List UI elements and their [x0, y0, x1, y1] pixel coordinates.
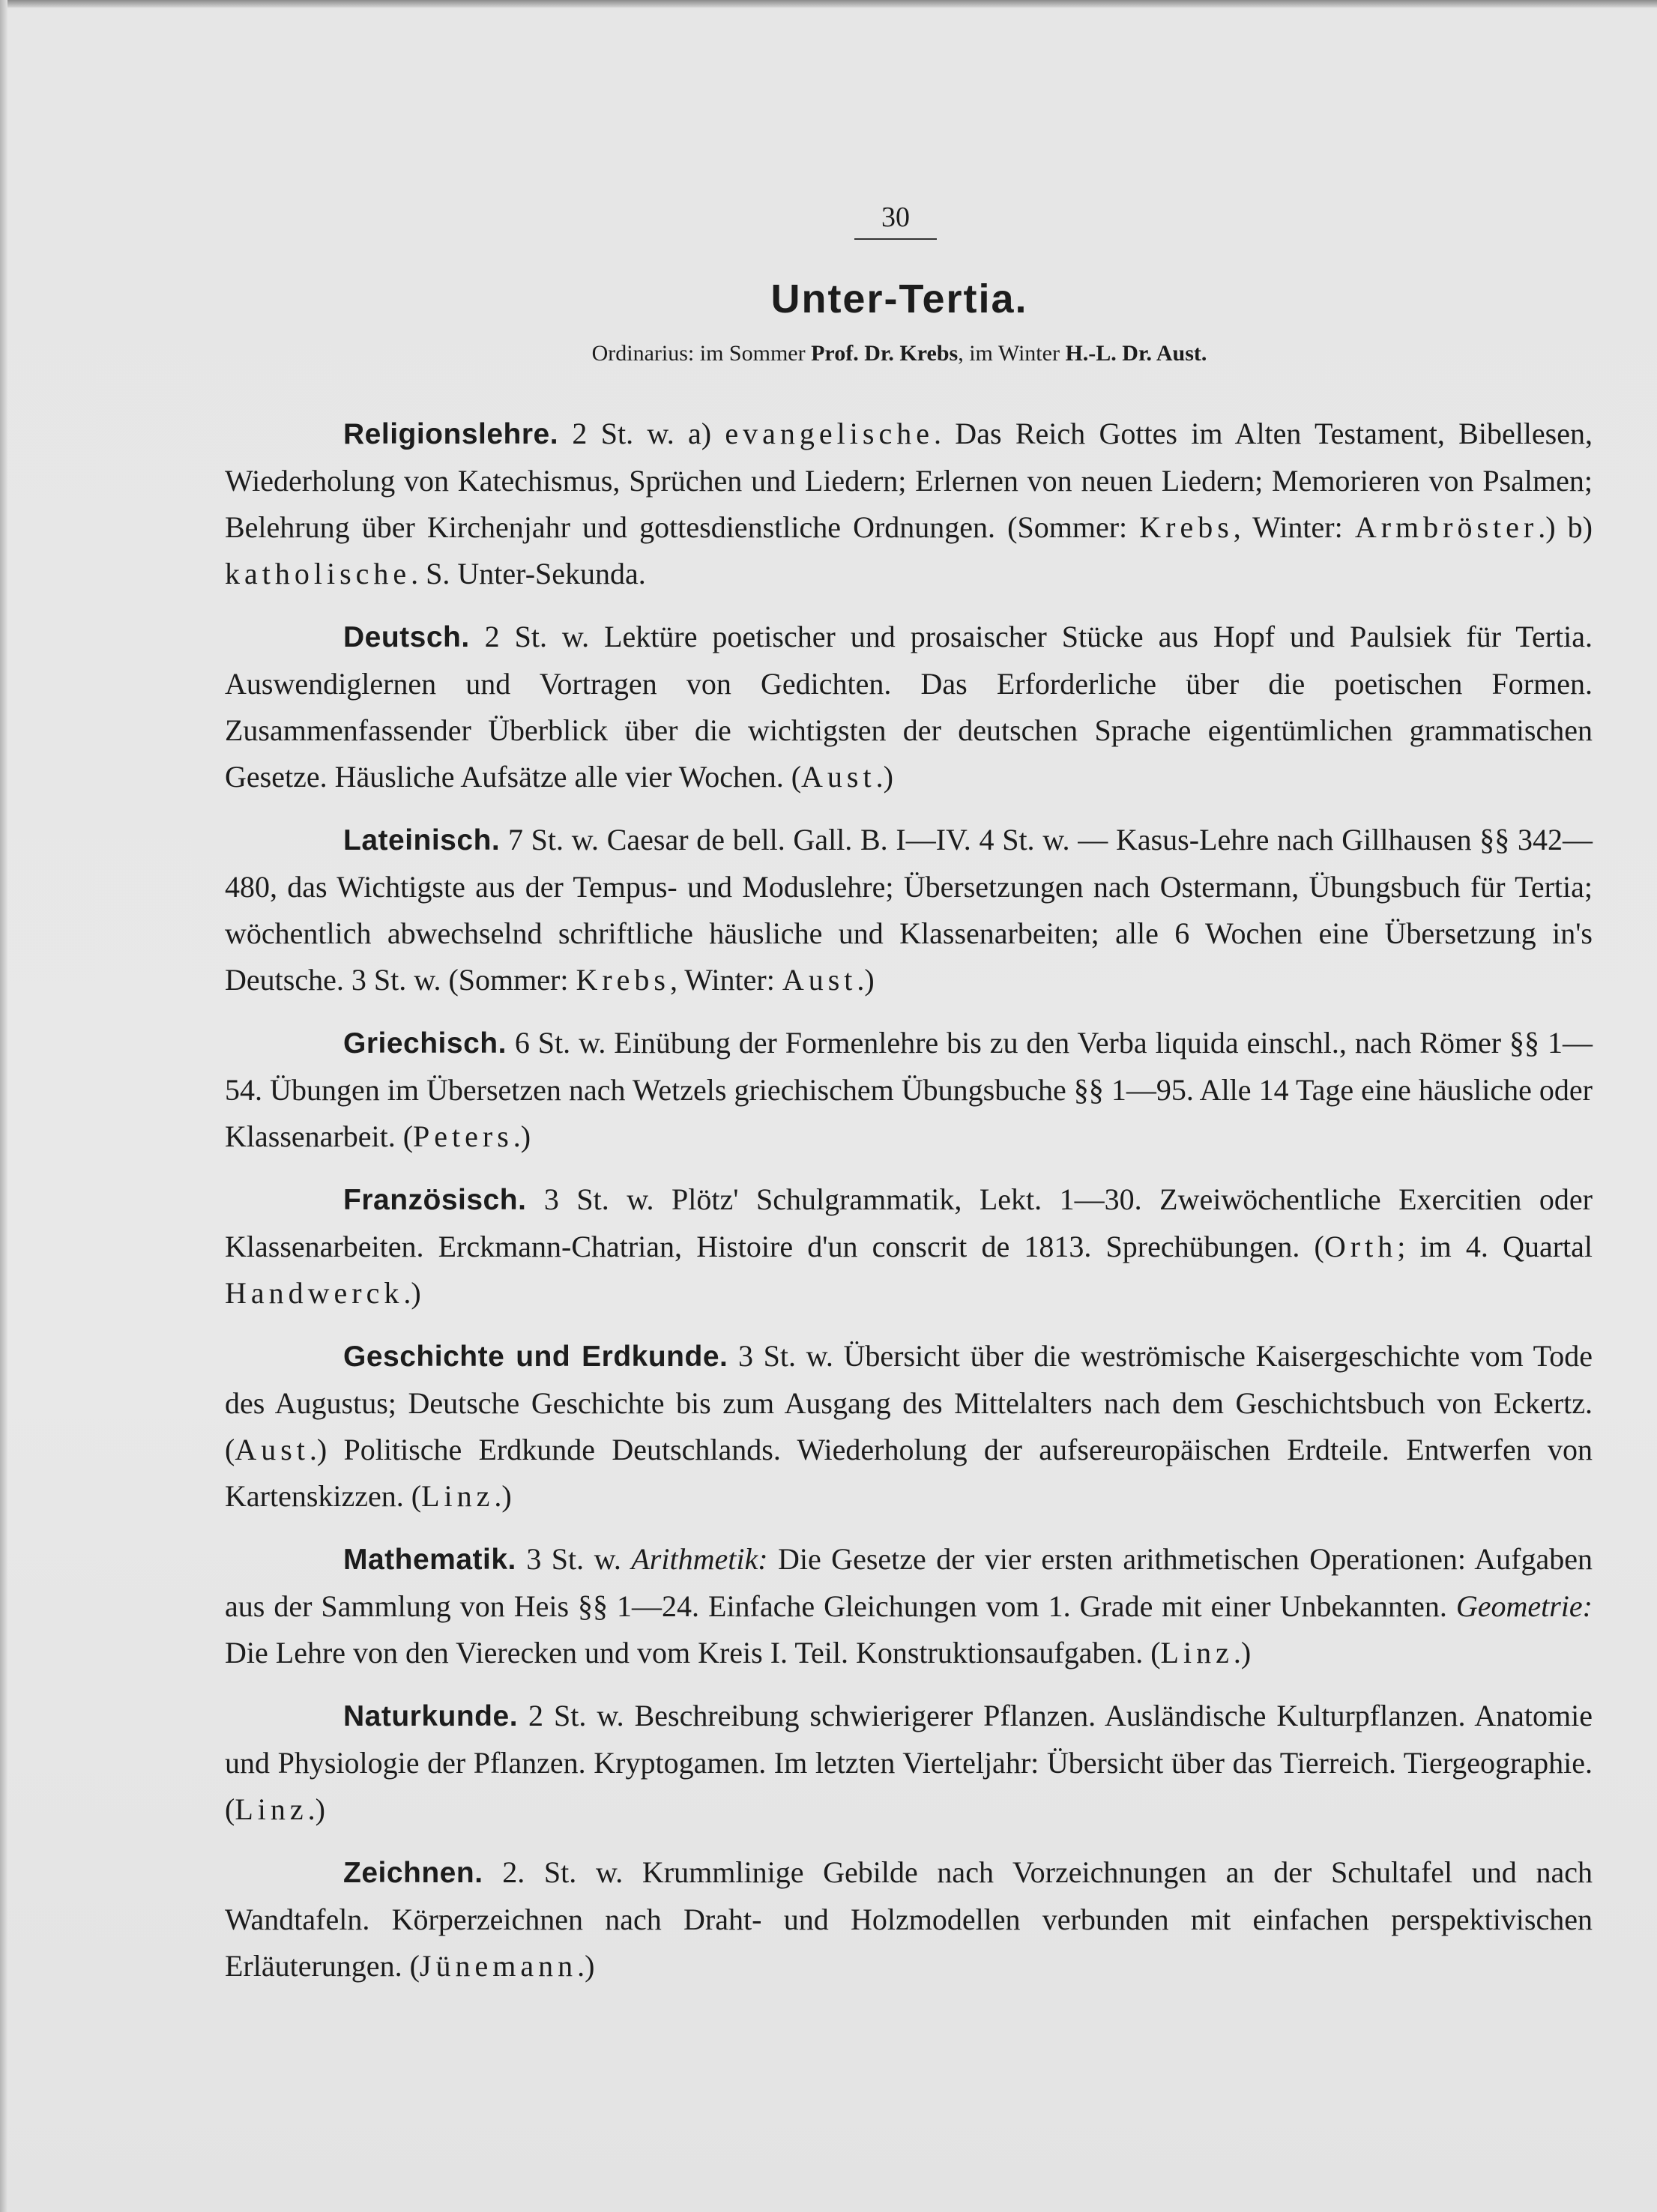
subject-paragraph: [225, 1693, 1593, 1833]
teacher-name: evangelische: [725, 417, 934, 450]
teacher-name: Linz: [1160, 1636, 1234, 1669]
page-number: 30: [854, 201, 937, 240]
subjects-list: [225, 411, 1593, 2006]
subject-text: 2 St. w. Beschreibung schwierigerer Pflanzen. Ausländische Kulturpflanzen. Anatomie und Physiologie der Pflanzen. Kryptogamen. Im letzten Vierteljahr: Übersicht über das Tierreich. Tiergeographie. (: [225, 1699, 1593, 1826]
teacher-name: Linz: [235, 1792, 308, 1826]
teacher-winter: H.-L. Dr. Aust.: [1065, 341, 1207, 366]
page-top-edge: [0, 0, 1657, 7]
subject-text: , Winter:: [1233, 510, 1355, 544]
subject-text: 2 St. w. Lektüre poetischer und prosaischer Stücke aus Hopf und Paulsiek für Tertia. Auswendiglernen und Vortragen von Gedichten. Das Erforderliche über die poetischen Formen. Zusammenfassender Überblick über die wichtigsten der deutschen Sprache eigentümlichen grammatischen Gesetze. Häusliche Aufsätze alle vier Wochen. (: [225, 620, 1593, 794]
subject-heading: Lateinisch.: [343, 824, 501, 856]
teacher-name: Armbröster: [1354, 510, 1539, 544]
subject-paragraph: [225, 614, 1593, 800]
subject-text: . Das Reich Gottes im Alten Testament, Bibellesen, Wiederholung von Katechismus, Sprüchen und Liedern; Erlernen von neuen Liedern; Memorieren von Psalmen; Belehrung über Kirchenjahr und gottesdienstliche Ordnungen. (Sommer:: [225, 417, 1593, 544]
teacher-summer: Prof. Dr. Krebs: [811, 341, 959, 366]
subject-paragraph: [225, 1536, 1593, 1676]
subject-text: .): [403, 1276, 421, 1310]
subject-heading: Französisch.: [343, 1184, 527, 1216]
subject-text: 6 St. w. Einübung der Formenlehre bis zu den Verba liquida einschl., nach Römer §§ 1—54. Übungen im Übersetzen nach Wetzels griechischem Übungsbuche §§ 1—95. Alle 14 Tage eine häusliche oder Klassenarbeit. (: [225, 1026, 1593, 1153]
section-title: Unter-Tertia.: [770, 276, 1028, 321]
subject-heading: Griechisch.: [343, 1027, 507, 1060]
subject-text: Die Gesetze der vier ersten arithmetischen Operationen: Aufgaben aus der Sammlung von Heis §§ 1—24. Einfache Gleichungen vom 1. Grade mit einer Unbekannten.: [225, 1542, 1593, 1623]
subject-paragraph: [225, 411, 1593, 597]
subject-paragraph: [225, 1849, 1593, 1989]
teacher-name: Krebs: [576, 963, 670, 997]
subject-text: Die Lehre von den Vierecken und vom Kreis I. Teil. Konstruktionsaufgaben. (: [225, 1636, 1161, 1669]
subject-heading: Mathematik.: [343, 1544, 516, 1576]
subject-heading: Zeichnen.: [343, 1857, 483, 1889]
subject-text: 3 St. w. Plötz' Schulgrammatik, Lekt. 1—30. Zweiwöchentliche Exercitien oder Klassenarbeiten. Erckmann-Chatrian, Histoire d'un conscrit de 1813. Sprechübungen. (: [225, 1182, 1593, 1263]
subject-heading: Religionslehre.: [343, 418, 559, 450]
subject-text: 3 St. w.: [516, 1542, 632, 1576]
subject-paragraph: [225, 1176, 1593, 1317]
teacher-name: Orth: [1324, 1230, 1398, 1263]
subject-heading: Naturkunde.: [343, 1700, 519, 1732]
subject-paragraph: [225, 1020, 1593, 1160]
subtopic-label: Arithmetik:: [631, 1542, 768, 1576]
teacher-name: Linz: [421, 1479, 495, 1513]
subject-text: , Winter:: [670, 963, 782, 997]
subject-text: .): [857, 963, 875, 997]
teacher-name: Peters: [413, 1119, 513, 1153]
page-left-edge: [0, 0, 7, 2212]
teacher-name: Krebs: [1139, 510, 1234, 544]
subject-text: .): [577, 1949, 595, 1983]
subject-text: 2. St. w. Krummlinige Gebilde nach Vorzeichnungen an der Schultafel und nach Wandtafeln. Körperzeichnen nach Draht- und Holzmodellen verbunden mit einfachen perspektivischen Erläuterungen. (: [225, 1855, 1593, 1983]
subject-paragraph: [225, 1333, 1593, 1520]
subject-text: 3 St. w. Übersicht über die weströmische Kaisergeschichte vom Tode des Augustus; Deutsche Geschichte bis zum Ausgang des Mittelalters nach dem Geschichtsbuch von Eckertz. (: [225, 1339, 1593, 1466]
teacher-name: Aust: [782, 963, 857, 997]
subject-text: .): [875, 760, 893, 794]
subject-text: 7 St. w. Caesar de bell. Gall. B. I—IV. 4 St. w. — Kasus-Lehre nach Gillhausen §§ 342—480, das Wichtigste aus der Tempus- und Moduslehre; Übersetzungen nach Ostermann, Übungsbuch für Tertia; wöchentlich abwechselnd schriftliche häusliche und Klassenarbeiten; alle 6 Wochen eine Übersetzung in's Deutsche. 3 St. w. (Sommer:: [225, 823, 1593, 997]
subject-text: .) b): [1538, 510, 1593, 544]
teacher-name: Handwerck: [225, 1276, 404, 1310]
teacher-name: katholische: [225, 557, 411, 590]
subject-text: ; im 4. Quartal: [1397, 1230, 1593, 1263]
teacher-name: Aust: [235, 1433, 310, 1466]
ordinarius-prefix: Ordinarius: im Sommer: [591, 341, 812, 366]
subject-text: .): [1233, 1636, 1252, 1669]
subject-text: 2 St. w. a): [558, 417, 725, 450]
subject-text: .) Politische Erdkunde Deutschlands. Wiederholung der aufsereuropäischen Erdteile. Entwerfen von Kartenskizzen. (: [225, 1433, 1593, 1513]
ordinarius-middle: , im Winter: [958, 341, 1066, 366]
subject-heading: Geschichte und Erdkunde.: [343, 1341, 728, 1373]
subject-text: .): [494, 1479, 512, 1513]
teacher-name: Aust: [801, 760, 876, 794]
subject-text: .): [513, 1119, 531, 1153]
subtopic-label: Geometrie:: [1455, 1589, 1593, 1623]
subject-heading: Deutsch.: [343, 621, 470, 653]
ordinarius-line: [337, 341, 1461, 366]
subject-text: .): [307, 1792, 325, 1826]
teacher-name: Jünemann: [419, 1949, 578, 1983]
subject-paragraph: [225, 817, 1593, 1003]
subject-text: . S. Unter-Sekunda.: [411, 557, 646, 590]
